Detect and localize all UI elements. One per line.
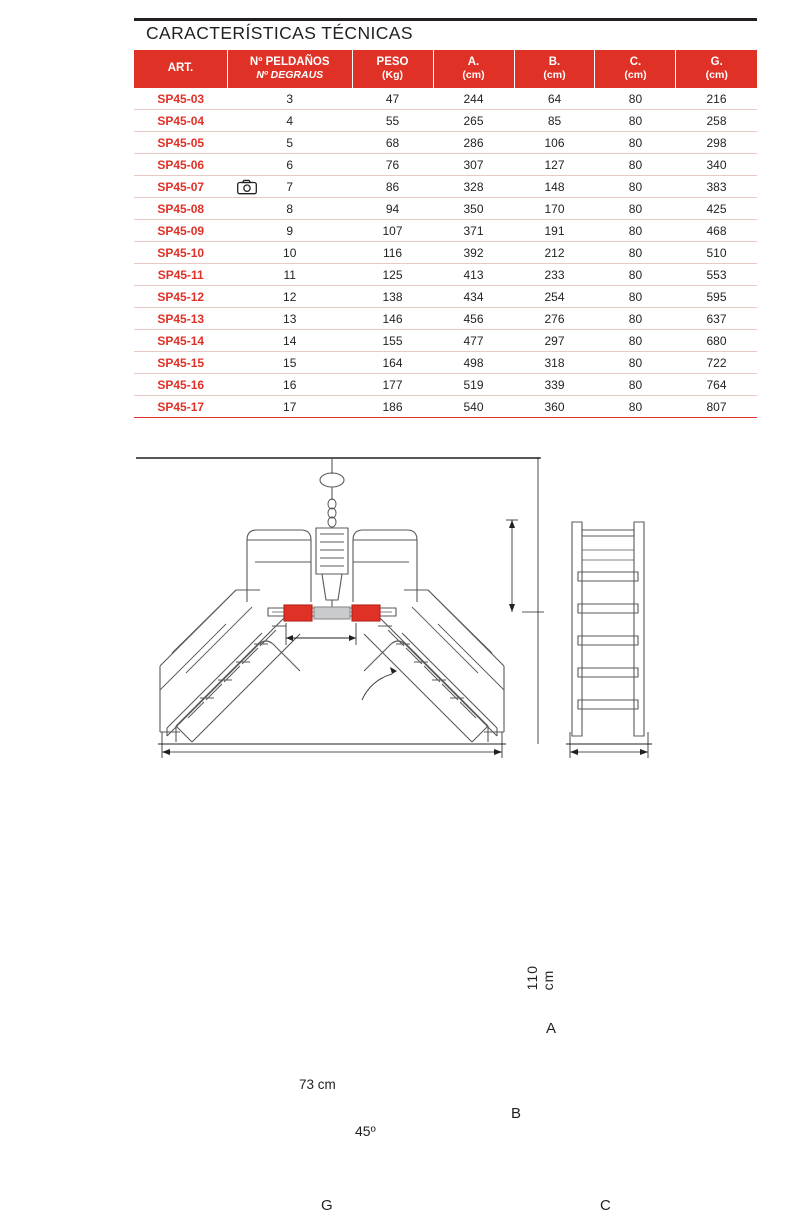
cell-b: 127 bbox=[514, 154, 595, 176]
cell-art: SP45-16 bbox=[134, 374, 227, 396]
cell-peso: 55 bbox=[352, 110, 433, 132]
table-header-row bbox=[134, 50, 757, 88]
cell-b: 106 bbox=[514, 132, 595, 154]
cell-g: 383 bbox=[676, 176, 757, 198]
cell-art: SP45-06 bbox=[134, 154, 227, 176]
cell-a: 456 bbox=[433, 308, 514, 330]
cell-peso: 116 bbox=[352, 242, 433, 264]
camera-icon bbox=[237, 179, 257, 194]
cell-a: 540 bbox=[433, 396, 514, 418]
table-row bbox=[134, 110, 757, 132]
cell-a: 350 bbox=[433, 198, 514, 220]
cell-c: 80 bbox=[595, 88, 676, 110]
cell-art: SP45-10 bbox=[134, 242, 227, 264]
cell-c: 80 bbox=[595, 242, 676, 264]
table-row bbox=[134, 352, 757, 374]
cell-b: 170 bbox=[514, 198, 595, 220]
table-row bbox=[134, 88, 757, 110]
cell-b: 297 bbox=[514, 330, 595, 352]
cell-a: 328 bbox=[433, 176, 514, 198]
cell-peldanos: 6 bbox=[227, 154, 352, 176]
cell-c: 80 bbox=[595, 396, 676, 418]
column-header-a: A. (cm) bbox=[433, 50, 514, 88]
column-header-g: G. (cm) bbox=[676, 50, 757, 88]
cell-peso: 177 bbox=[352, 374, 433, 396]
cell-g: 298 bbox=[676, 132, 757, 154]
cell-b: 318 bbox=[514, 352, 595, 374]
cell-peldanos: 4 bbox=[227, 110, 352, 132]
cell-a: 392 bbox=[433, 242, 514, 264]
cell-b: 85 bbox=[514, 110, 595, 132]
cell-g: 425 bbox=[676, 198, 757, 220]
cell-g: 468 bbox=[676, 220, 757, 242]
column-header-c: C. (cm) bbox=[595, 50, 676, 88]
dimension-width-label: 73 cm bbox=[299, 1077, 336, 1092]
cell-g: 340 bbox=[676, 154, 757, 176]
table-body bbox=[134, 88, 757, 418]
cell-peso: 68 bbox=[352, 132, 433, 154]
cell-a: 371 bbox=[433, 220, 514, 242]
cell-a: 413 bbox=[433, 264, 514, 286]
technical-drawing bbox=[0, 440, 800, 1214]
cell-b: 233 bbox=[514, 264, 595, 286]
column-header-peso: PESO (Kg) bbox=[352, 50, 433, 88]
cell-peldanos: 15 bbox=[227, 352, 352, 374]
cell-a: 498 bbox=[433, 352, 514, 374]
table-row bbox=[134, 176, 757, 198]
cell-peso: 47 bbox=[352, 88, 433, 110]
cell-peldanos: 5 bbox=[227, 132, 352, 154]
cell-b: 64 bbox=[514, 88, 595, 110]
spec-table-block bbox=[134, 18, 757, 418]
cell-c: 80 bbox=[595, 308, 676, 330]
cell-art: SP45-03 bbox=[134, 88, 227, 110]
cell-g: 258 bbox=[676, 110, 757, 132]
cell-peso: 146 bbox=[352, 308, 433, 330]
drawing-svg bbox=[0, 440, 800, 800]
cell-peso: 155 bbox=[352, 330, 433, 352]
table-row bbox=[134, 264, 757, 286]
cell-a: 286 bbox=[433, 132, 514, 154]
cell-g: 553 bbox=[676, 264, 757, 286]
cell-b: 148 bbox=[514, 176, 595, 198]
cell-art: SP45-15 bbox=[134, 352, 227, 374]
cell-c: 80 bbox=[595, 352, 676, 374]
cell-peso: 138 bbox=[352, 286, 433, 308]
cell-peldanos: 3 bbox=[227, 88, 352, 110]
cell-g: 764 bbox=[676, 374, 757, 396]
dimension-b-label: B bbox=[511, 1105, 522, 1122]
cell-a: 519 bbox=[433, 374, 514, 396]
table-row bbox=[134, 286, 757, 308]
dimension-a-label: A bbox=[546, 1020, 557, 1037]
table-row bbox=[134, 220, 757, 242]
dimension-height-label: 110 cm bbox=[524, 965, 556, 991]
page-title: CARACTERÍSTICAS TÉCNICAS bbox=[134, 18, 757, 50]
cell-peso: 164 bbox=[352, 352, 433, 374]
cell-b: 254 bbox=[514, 286, 595, 308]
cell-art: SP45-04 bbox=[134, 110, 227, 132]
cell-b: 212 bbox=[514, 242, 595, 264]
cell-g: 216 bbox=[676, 88, 757, 110]
cell-g: 510 bbox=[676, 242, 757, 264]
cell-c: 80 bbox=[595, 198, 676, 220]
cell-b: 339 bbox=[514, 374, 595, 396]
table-row bbox=[134, 154, 757, 176]
cell-art: SP45-14 bbox=[134, 330, 227, 352]
cell-peldanos: 7 bbox=[227, 176, 352, 198]
table-row bbox=[134, 308, 757, 330]
table-row bbox=[134, 396, 757, 418]
cell-g: 807 bbox=[676, 396, 757, 418]
table-row bbox=[134, 374, 757, 396]
cell-a: 434 bbox=[433, 286, 514, 308]
cell-c: 80 bbox=[595, 286, 676, 308]
cell-c: 80 bbox=[595, 374, 676, 396]
cell-peso: 186 bbox=[352, 396, 433, 418]
cell-c: 80 bbox=[595, 176, 676, 198]
cell-peldanos: 14 bbox=[227, 330, 352, 352]
column-header-peldanos: Nº PELDAÑOS Nº DEGRAUS bbox=[227, 50, 352, 88]
cell-a: 307 bbox=[433, 154, 514, 176]
cell-b: 360 bbox=[514, 396, 595, 418]
cell-peldanos: 12 bbox=[227, 286, 352, 308]
table-row bbox=[134, 242, 757, 264]
dimension-c-label: C bbox=[600, 1197, 611, 1214]
cell-art: SP45-17 bbox=[134, 396, 227, 418]
cell-art: SP45-07 bbox=[134, 176, 227, 198]
cell-peldanos: 10 bbox=[227, 242, 352, 264]
cell-c: 80 bbox=[595, 330, 676, 352]
cell-art: SP45-05 bbox=[134, 132, 227, 154]
cell-c: 80 bbox=[595, 154, 676, 176]
cell-art: SP45-11 bbox=[134, 264, 227, 286]
cell-art: SP45-12 bbox=[134, 286, 227, 308]
cell-peso: 94 bbox=[352, 198, 433, 220]
cell-peldanos: 8 bbox=[227, 198, 352, 220]
cell-peldanos: 11 bbox=[227, 264, 352, 286]
cell-peldanos: 13 bbox=[227, 308, 352, 330]
cell-c: 80 bbox=[595, 264, 676, 286]
dimension-g-label: G bbox=[321, 1197, 333, 1214]
specifications-table bbox=[134, 50, 757, 418]
cell-peso: 76 bbox=[352, 154, 433, 176]
angle-label: 45º bbox=[355, 1123, 376, 1139]
table-header bbox=[134, 50, 757, 88]
cell-peso: 125 bbox=[352, 264, 433, 286]
cell-a: 244 bbox=[433, 88, 514, 110]
cell-c: 80 bbox=[595, 110, 676, 132]
cell-g: 722 bbox=[676, 352, 757, 374]
cell-b: 276 bbox=[514, 308, 595, 330]
cell-b: 191 bbox=[514, 220, 595, 242]
table-row bbox=[134, 132, 757, 154]
cell-a: 477 bbox=[433, 330, 514, 352]
cell-art: SP45-08 bbox=[134, 198, 227, 220]
cell-peldanos: 17 bbox=[227, 396, 352, 418]
cell-peldanos: 16 bbox=[227, 374, 352, 396]
cell-a: 265 bbox=[433, 110, 514, 132]
cell-peso: 107 bbox=[352, 220, 433, 242]
cell-peldanos: 9 bbox=[227, 220, 352, 242]
cell-art: SP45-13 bbox=[134, 308, 227, 330]
column-header-art: ART. bbox=[134, 50, 227, 88]
cell-g: 680 bbox=[676, 330, 757, 352]
cell-art: SP45-09 bbox=[134, 220, 227, 242]
cell-c: 80 bbox=[595, 132, 676, 154]
column-header-b: B. (cm) bbox=[514, 50, 595, 88]
table-row bbox=[134, 330, 757, 352]
cell-peso: 86 bbox=[352, 176, 433, 198]
cell-g: 595 bbox=[676, 286, 757, 308]
table-row bbox=[134, 198, 757, 220]
cell-g: 637 bbox=[676, 308, 757, 330]
cell-c: 80 bbox=[595, 220, 676, 242]
